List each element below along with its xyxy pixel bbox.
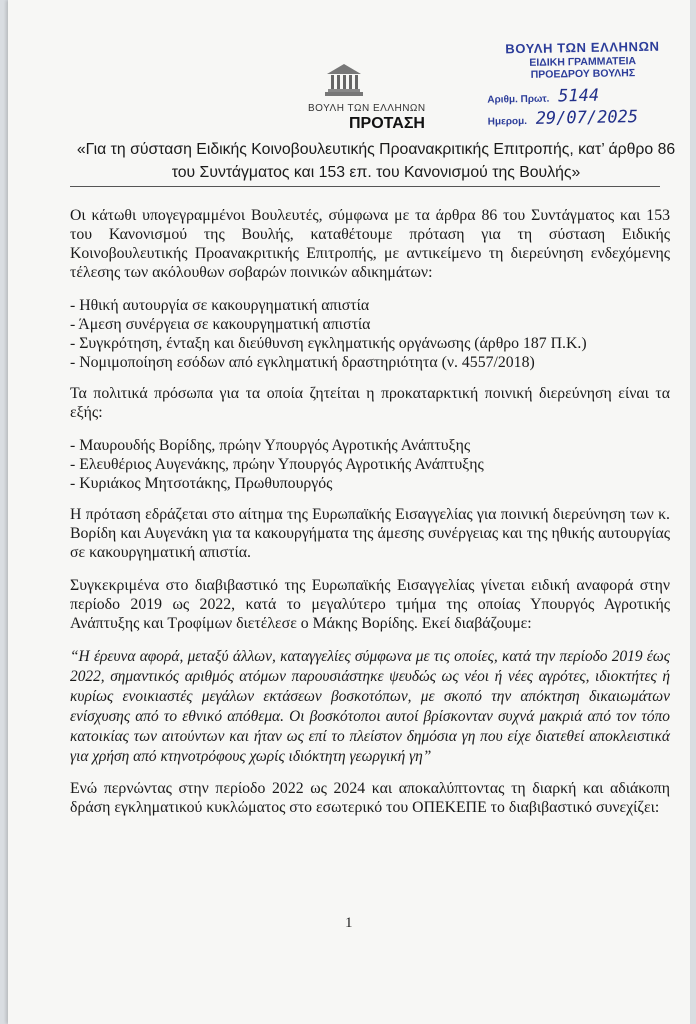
person-item: - Ελευθέριος Αυγενάκης, πρώην Υπουργός Αγροτικής Ανάπτυξης	[70, 456, 484, 473]
stamp-protocol-label: Αριθμ. Πρωτ.	[487, 93, 550, 106]
offense-item: - Νομιμοποίηση εσόδων από εγκληματική δραστηριότητα (ν. 4557/2018)	[70, 354, 535, 371]
offense-item: - Άμεση συνέργεια σε κακουργηματική απιστία	[70, 316, 371, 333]
closing-paragraph: Ενώ περνώντας στην περίοδο 2022 ως 2024 και αποκαλύπτοντας τη διαρκή και αδιάκοπη δράση εγκληματικού κυκλώματος στο εσωτερικό του ΟΠΕΚΕΠΕ το διαβιβαστικό συνεχίζει:	[70, 780, 670, 816]
document-page	[8, 0, 690, 1024]
specifically-paragraph: Συγκεκριμένα στο διαβιβαστικό της Ευρωπαϊκής Εισαγγελίας γίνεται ειδική αναφορά στην περίοδο 2019 ως 2022, κατά το μεγαλύτερο τμήμα της οποίας Υπουργός Αγροτικής Ανάπτυξης και Τροφίμων διετέλεσε ο Μάκης Βορίδης. Εκεί διαβάζουμε:	[70, 577, 670, 632]
protocol-stamp	[472, 38, 693, 129]
offenses-list	[70, 296, 670, 372]
offense-item: - Ηθική αυτουργία σε κακουργηματική απιστία	[70, 297, 370, 314]
document-title: ΠΡΟΤΑΣΗ	[349, 115, 425, 132]
parliament-emblem-icon	[323, 62, 365, 100]
persons-intro-paragraph: Τα πολιτικά πρόσωπα για τα οποία ζητείται η προκαταρκτική ποινική διερεύνηση είναι τα εξής:	[70, 385, 670, 421]
document-body	[70, 206, 670, 831]
stamp-protocol-row	[487, 86, 599, 108]
stamp-date-row	[488, 107, 639, 130]
basis-paragraph: Η πρόταση εδράζεται στο αίτημα της Ευρωπαϊκής Εισαγγελίας για ποινική διερεύνηση των κ. Βορίδη και Αυγενάκη για τα κακουργήματα της άμεσης συνέργειας και της ηθικής αυτουργίας σε κακουργηματική απιστία.	[70, 506, 670, 561]
person-item: - Κυριάκος Μητσοτάκης, Πρωθυπουργός	[70, 475, 333, 492]
title-divider	[70, 186, 660, 187]
stamp-line-2: ΕΙΔΙΚΗ ΓΡΑΜΜΑΤΕΙΑ	[529, 55, 637, 69]
stamp-date-value: 29/07/2025	[535, 107, 639, 129]
emblem-caption: ΒΟΥΛΗ ΤΩΝ ΕΛΛΗΝΩΝ	[308, 103, 426, 114]
offense-item: - Συγκρότηση, ένταξη και διεύθυνση εγκληματικής οργάνωσης (άρθρο 187 Π.Κ.)	[70, 335, 587, 352]
stamp-line-3: ΠΡΟΕΔΡΟΥ ΒΟΥΛΗΣ	[530, 67, 636, 81]
document-subtitle: «Για τη σύσταση Ειδικής Κοινοβουλευτικής Προανακριτικής Επιτροπής, κατ’ άρθρο 86 του Συντάγματος και 153 επ. του Κανονισμού της Βουλής»	[76, 141, 676, 181]
page-number: 1	[345, 915, 353, 931]
intro-paragraph: Οι κάτωθι υπογεγραμμένοι Βουλευτές, σύμφωνα με τα άρθρα 86 του Συντάγματος και 153 του Κανονισμού της Βουλής, καταθέτουμε πρόταση για τη σύσταση Ειδικής Κοινοβουλευτικής Προανακριτικής Επιτροπής, με αντικείμενο τη διερεύνηση ενδεχόμενης τέλεσης των ακόλουθων σοβαρών ποινικών αδικημάτων:	[70, 207, 670, 281]
persons-list	[70, 436, 670, 493]
stamp-line-1: ΒΟΥΛΗ ΤΩΝ ΕΛΛΗΝΩΝ	[505, 38, 660, 57]
stamp-date-label: Ημερομ.	[487, 115, 528, 128]
eppo-quote: “Η έρευνα αφορά, μεταξύ άλλων, καταγγελίες σύμφωνα με τις οποίες, κατά την περίοδο 2019 έως 2022, σημαντικός αριθμός ατόμων παρουσιάστηκε ψευδώς ως νέοι ή νέες αγρότες, ιδιοκτήτες ή κυρίως ενοικιαστές μεγάλων εκτάσεων βοσκοτόπων, με σκοπό την απόκτηση δικαιωμάτων ενίσχυσης από το εθνικό απόθεμα. Οι βοσκότοποι αυτοί βρίσκονταν συχνά μακριά από τον τόπο κατοικίας των αιτούντων και ήταν ως επί το πλείστον δημόσια γη που είχε διατεθεί αποκλειστικά για χρήση από κτηνοτρόφους χωρίς ιδιόκτητη γεωργική γη”	[70, 648, 670, 765]
person-item: - Μαυρουδής Βορίδης, πρώην Υπουργός Αγροτικής Ανάπτυξης	[70, 437, 471, 454]
stamp-protocol-number: 5144	[557, 85, 600, 107]
